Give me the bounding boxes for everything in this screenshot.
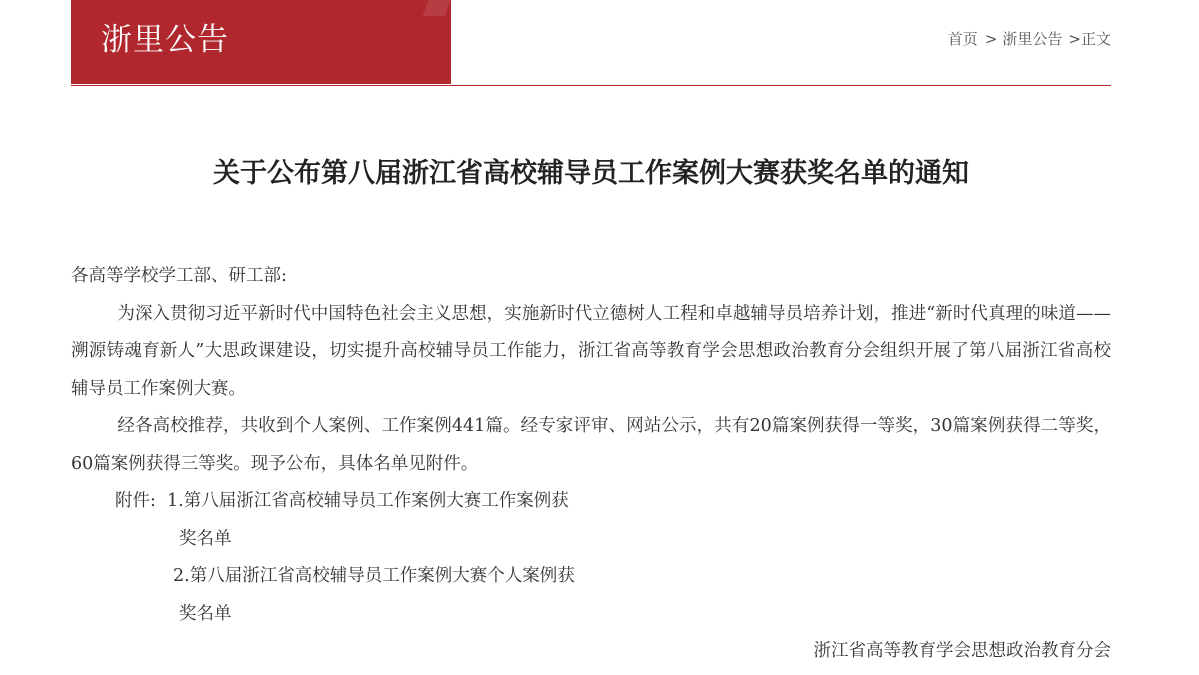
breadcrumb-separator: >	[1068, 30, 1081, 48]
attachment-line	[71, 483, 1111, 521]
article-title: 关于公布第八届浙江省高校辅导员工作案例大赛获奖名单的通知	[213, 158, 969, 190]
salutation: 各高等学校学工部、研工部:	[71, 266, 287, 286]
attachment-1-link[interactable]: 1.第八届浙江省高校辅导员工作案例大赛工作案例获	[167, 491, 569, 511]
body-paragraph: 经各高校推荐，共收到个人案例、工作案例441篇。经专家评审、网站公示，共有20篇案例获得一等奖，30篇案例获得二等奖，60篇案例获得三等奖。现予公布，具体名单见附件。	[71, 416, 1111, 474]
breadcrumb-section-link[interactable]: 浙里公告	[1002, 30, 1063, 48]
breadcrumb-home-link[interactable]: 首页	[947, 30, 978, 48]
attachment-2-continuation[interactable]: 奖名单	[179, 603, 232, 624]
banner-watermark	[423, 0, 451, 16]
section-banner	[71, 0, 451, 84]
breadcrumb	[948, 28, 1111, 50]
section-title: 浙里公告	[101, 22, 229, 58]
breadcrumb-current: 正文	[1080, 30, 1111, 48]
signature: 浙江省高等教育学会思想政治教育分会	[813, 641, 1111, 661]
attachment-2-link[interactable]: 2.第八届浙江省高校辅导员工作案例大赛个人案例获	[173, 566, 575, 586]
attachments-label: 附件:	[115, 491, 156, 511]
article-body	[71, 258, 1111, 671]
page-header	[71, 0, 1111, 86]
breadcrumb-separator: >	[984, 30, 998, 48]
attachment-1-continuation[interactable]: 奖名单	[179, 528, 232, 549]
body-paragraph: 为深入贯彻习近平新时代中国特色社会主义思想，实施新时代立德树人工程和卓越辅导员培养计划，推进“新时代真理的味道——溯源铸魂育新人”大思政课建设，切实提升高校辅导员工作能力，浙江省高等教育学会思想政治教育分会组织开展了第八届浙江省高校辅导员工作案例大赛。	[71, 303, 1111, 399]
